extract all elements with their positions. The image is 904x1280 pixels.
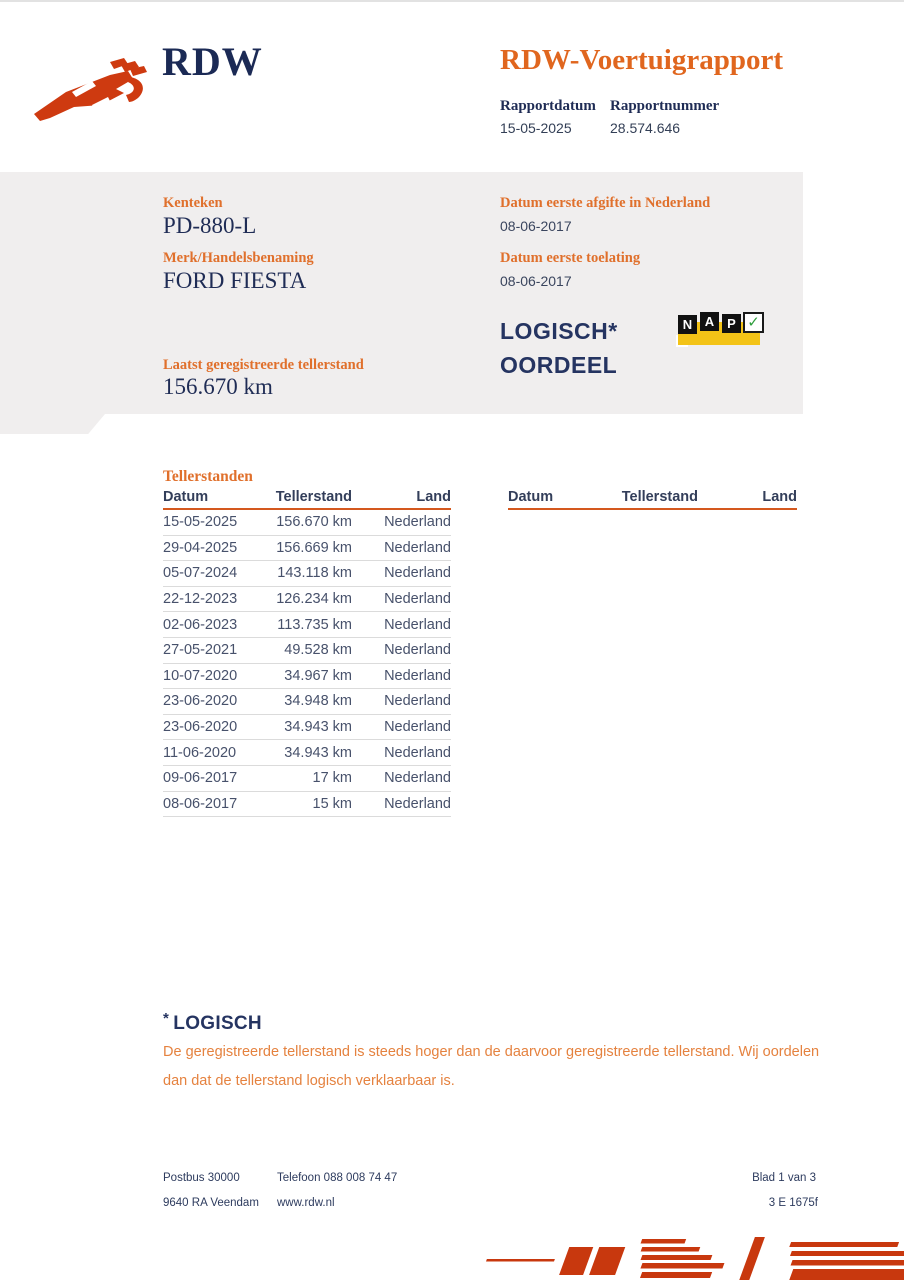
panel-tail-shape bbox=[0, 414, 105, 434]
table-header-row bbox=[163, 489, 451, 510]
footer-address-line1: Postbus 30000 bbox=[163, 1172, 240, 1184]
column-header-tellerstand: Tellerstand bbox=[621, 489, 698, 505]
table-row bbox=[163, 792, 451, 818]
table-cell-tellerstand: 49.528 km bbox=[284, 642, 352, 659]
tellerstanden-section-title: Tellerstanden bbox=[163, 468, 253, 485]
oordeel-line1: LOGISCH* bbox=[500, 318, 618, 344]
table-cell-land: Nederland bbox=[384, 719, 451, 736]
table-row bbox=[163, 510, 451, 536]
table-row bbox=[163, 536, 451, 562]
table-cell-datum: 23-06-2020 bbox=[163, 693, 238, 710]
footer-doc-code: 3 E 1675f bbox=[768, 1197, 818, 1209]
table-cell-datum: 05-07-2024 bbox=[163, 565, 238, 582]
rdw-wing-icon bbox=[30, 50, 168, 124]
table-cell-land: Nederland bbox=[384, 539, 451, 556]
report-date-label: Rapportdatum bbox=[500, 98, 596, 114]
logisch-asterisk: * bbox=[163, 1010, 169, 1027]
footer-page-indicator: Blad 1 van 3 bbox=[752, 1172, 816, 1184]
column-header-tellerstand: Tellerstand bbox=[275, 489, 352, 505]
table-cell-datum: 11-06-2020 bbox=[163, 744, 237, 761]
table-cell-tellerstand: 143.118 km bbox=[277, 565, 352, 582]
table-row bbox=[163, 638, 451, 664]
table-row bbox=[163, 740, 451, 766]
tellerstanden-table-body bbox=[163, 510, 451, 817]
footer-address-line2: 9640 RA Veendam bbox=[163, 1197, 259, 1209]
nap-letter-n: N bbox=[678, 315, 697, 334]
table-cell-land: Nederland bbox=[384, 693, 451, 710]
table-cell-land: Nederland bbox=[384, 795, 451, 812]
column-header-datum: Datum bbox=[508, 489, 554, 505]
oordeel-line2: OORDEEL bbox=[500, 352, 618, 378]
table-header-row bbox=[508, 489, 797, 510]
table-cell-datum: 08-06-2017 bbox=[163, 795, 238, 812]
nap-letter-a: A bbox=[700, 312, 719, 331]
table-cell-tellerstand: 156.669 km bbox=[276, 539, 352, 556]
table-cell-land: Nederland bbox=[384, 616, 451, 633]
merk-value: FORD FIESTA bbox=[163, 268, 307, 293]
table-cell-tellerstand: 34.943 km bbox=[284, 744, 352, 761]
table-row bbox=[163, 715, 451, 741]
column-header-land: Land bbox=[762, 489, 797, 505]
kenteken-label: Kenteken bbox=[163, 195, 223, 211]
column-header-datum: Datum bbox=[163, 489, 209, 505]
page-title: RDW-Voertuigrapport bbox=[500, 44, 783, 76]
nap-letter-p: P bbox=[722, 314, 741, 333]
logisch-explanation: De geregistreerde tellerstand is steeds hoger dan de daarvoor geregistreerde tellerstand. Wij oordelen dan dat de tellerstand logisch verklaarbaar is. bbox=[163, 1044, 820, 1089]
table-cell-tellerstand: 15 km bbox=[312, 795, 352, 812]
table-cell-land: Nederland bbox=[384, 770, 451, 787]
table-row bbox=[163, 766, 451, 792]
table-cell-land: Nederland bbox=[384, 667, 451, 684]
table-cell-tellerstand: 17 km bbox=[312, 770, 352, 787]
table-cell-tellerstand: 156.670 km bbox=[276, 514, 352, 531]
table-row bbox=[163, 612, 451, 638]
table-cell-tellerstand: 34.943 km bbox=[284, 719, 352, 736]
rdw-logo-text: RDW bbox=[162, 39, 263, 84]
table-cell-land: Nederland bbox=[384, 591, 451, 608]
report-date-value: 15-05-2025 bbox=[500, 120, 572, 136]
nap-checkmark-icon: ✓ bbox=[743, 312, 764, 333]
tellerstanden-table bbox=[163, 489, 451, 817]
table-row bbox=[163, 561, 451, 587]
logisch-heading bbox=[163, 1010, 262, 1035]
table-cell-land: Nederland bbox=[384, 642, 451, 659]
nap-logo bbox=[676, 311, 762, 349]
table-row bbox=[163, 664, 451, 690]
table-cell-land: Nederland bbox=[384, 744, 451, 761]
table-cell-datum: 23-06-2020 bbox=[163, 719, 238, 736]
table-row bbox=[163, 587, 451, 613]
rdw-stripes-decoration-icon bbox=[480, 1234, 904, 1280]
table-cell-datum: 10-07-2020 bbox=[163, 667, 238, 684]
toelating-value: 08-06-2017 bbox=[500, 273, 572, 289]
table-cell-datum: 27-05-2021 bbox=[163, 642, 238, 659]
table-cell-datum: 15-05-2025 bbox=[163, 514, 238, 531]
table-cell-tellerstand: 126.234 km bbox=[276, 591, 352, 608]
table-cell-tellerstand: 34.967 km bbox=[284, 667, 352, 684]
footer-phone: Telefoon 088 008 74 47 bbox=[277, 1172, 398, 1184]
afgifte-value: 08-06-2017 bbox=[500, 218, 572, 234]
logisch-title: LOGISCH bbox=[173, 1013, 262, 1034]
table-cell-tellerstand: 113.735 km bbox=[277, 616, 352, 633]
tellerstanden-table-secondary bbox=[508, 489, 797, 510]
column-header-land: Land bbox=[416, 489, 451, 505]
laatste-tellerstand-value: 156.670 km bbox=[163, 374, 273, 399]
report-number-label: Rapportnummer bbox=[610, 98, 720, 114]
table-cell-datum: 22-12-2023 bbox=[163, 591, 238, 608]
kenteken-value: PD-880-L bbox=[163, 213, 257, 238]
table-cell-datum: 02-06-2023 bbox=[163, 616, 238, 633]
report-number-value: 28.574.646 bbox=[610, 120, 681, 136]
laatste-tellerstand-label: Laatst geregistreerde tellerstand bbox=[163, 357, 364, 373]
toelating-label: Datum eerste toelating bbox=[500, 250, 641, 266]
table-cell-land: Nederland bbox=[384, 514, 451, 531]
table-cell-land: Nederland bbox=[384, 565, 451, 582]
merk-label: Merk/Handelsbenaming bbox=[163, 250, 314, 266]
table-cell-datum: 09-06-2017 bbox=[163, 770, 238, 787]
table-cell-tellerstand: 34.948 km bbox=[284, 693, 352, 710]
footer-website: www.rdw.nl bbox=[277, 1197, 335, 1209]
table-row bbox=[163, 689, 451, 715]
afgifte-label: Datum eerste afgifte in Nederland bbox=[500, 195, 711, 211]
table-cell-datum: 29-04-2025 bbox=[163, 539, 238, 556]
